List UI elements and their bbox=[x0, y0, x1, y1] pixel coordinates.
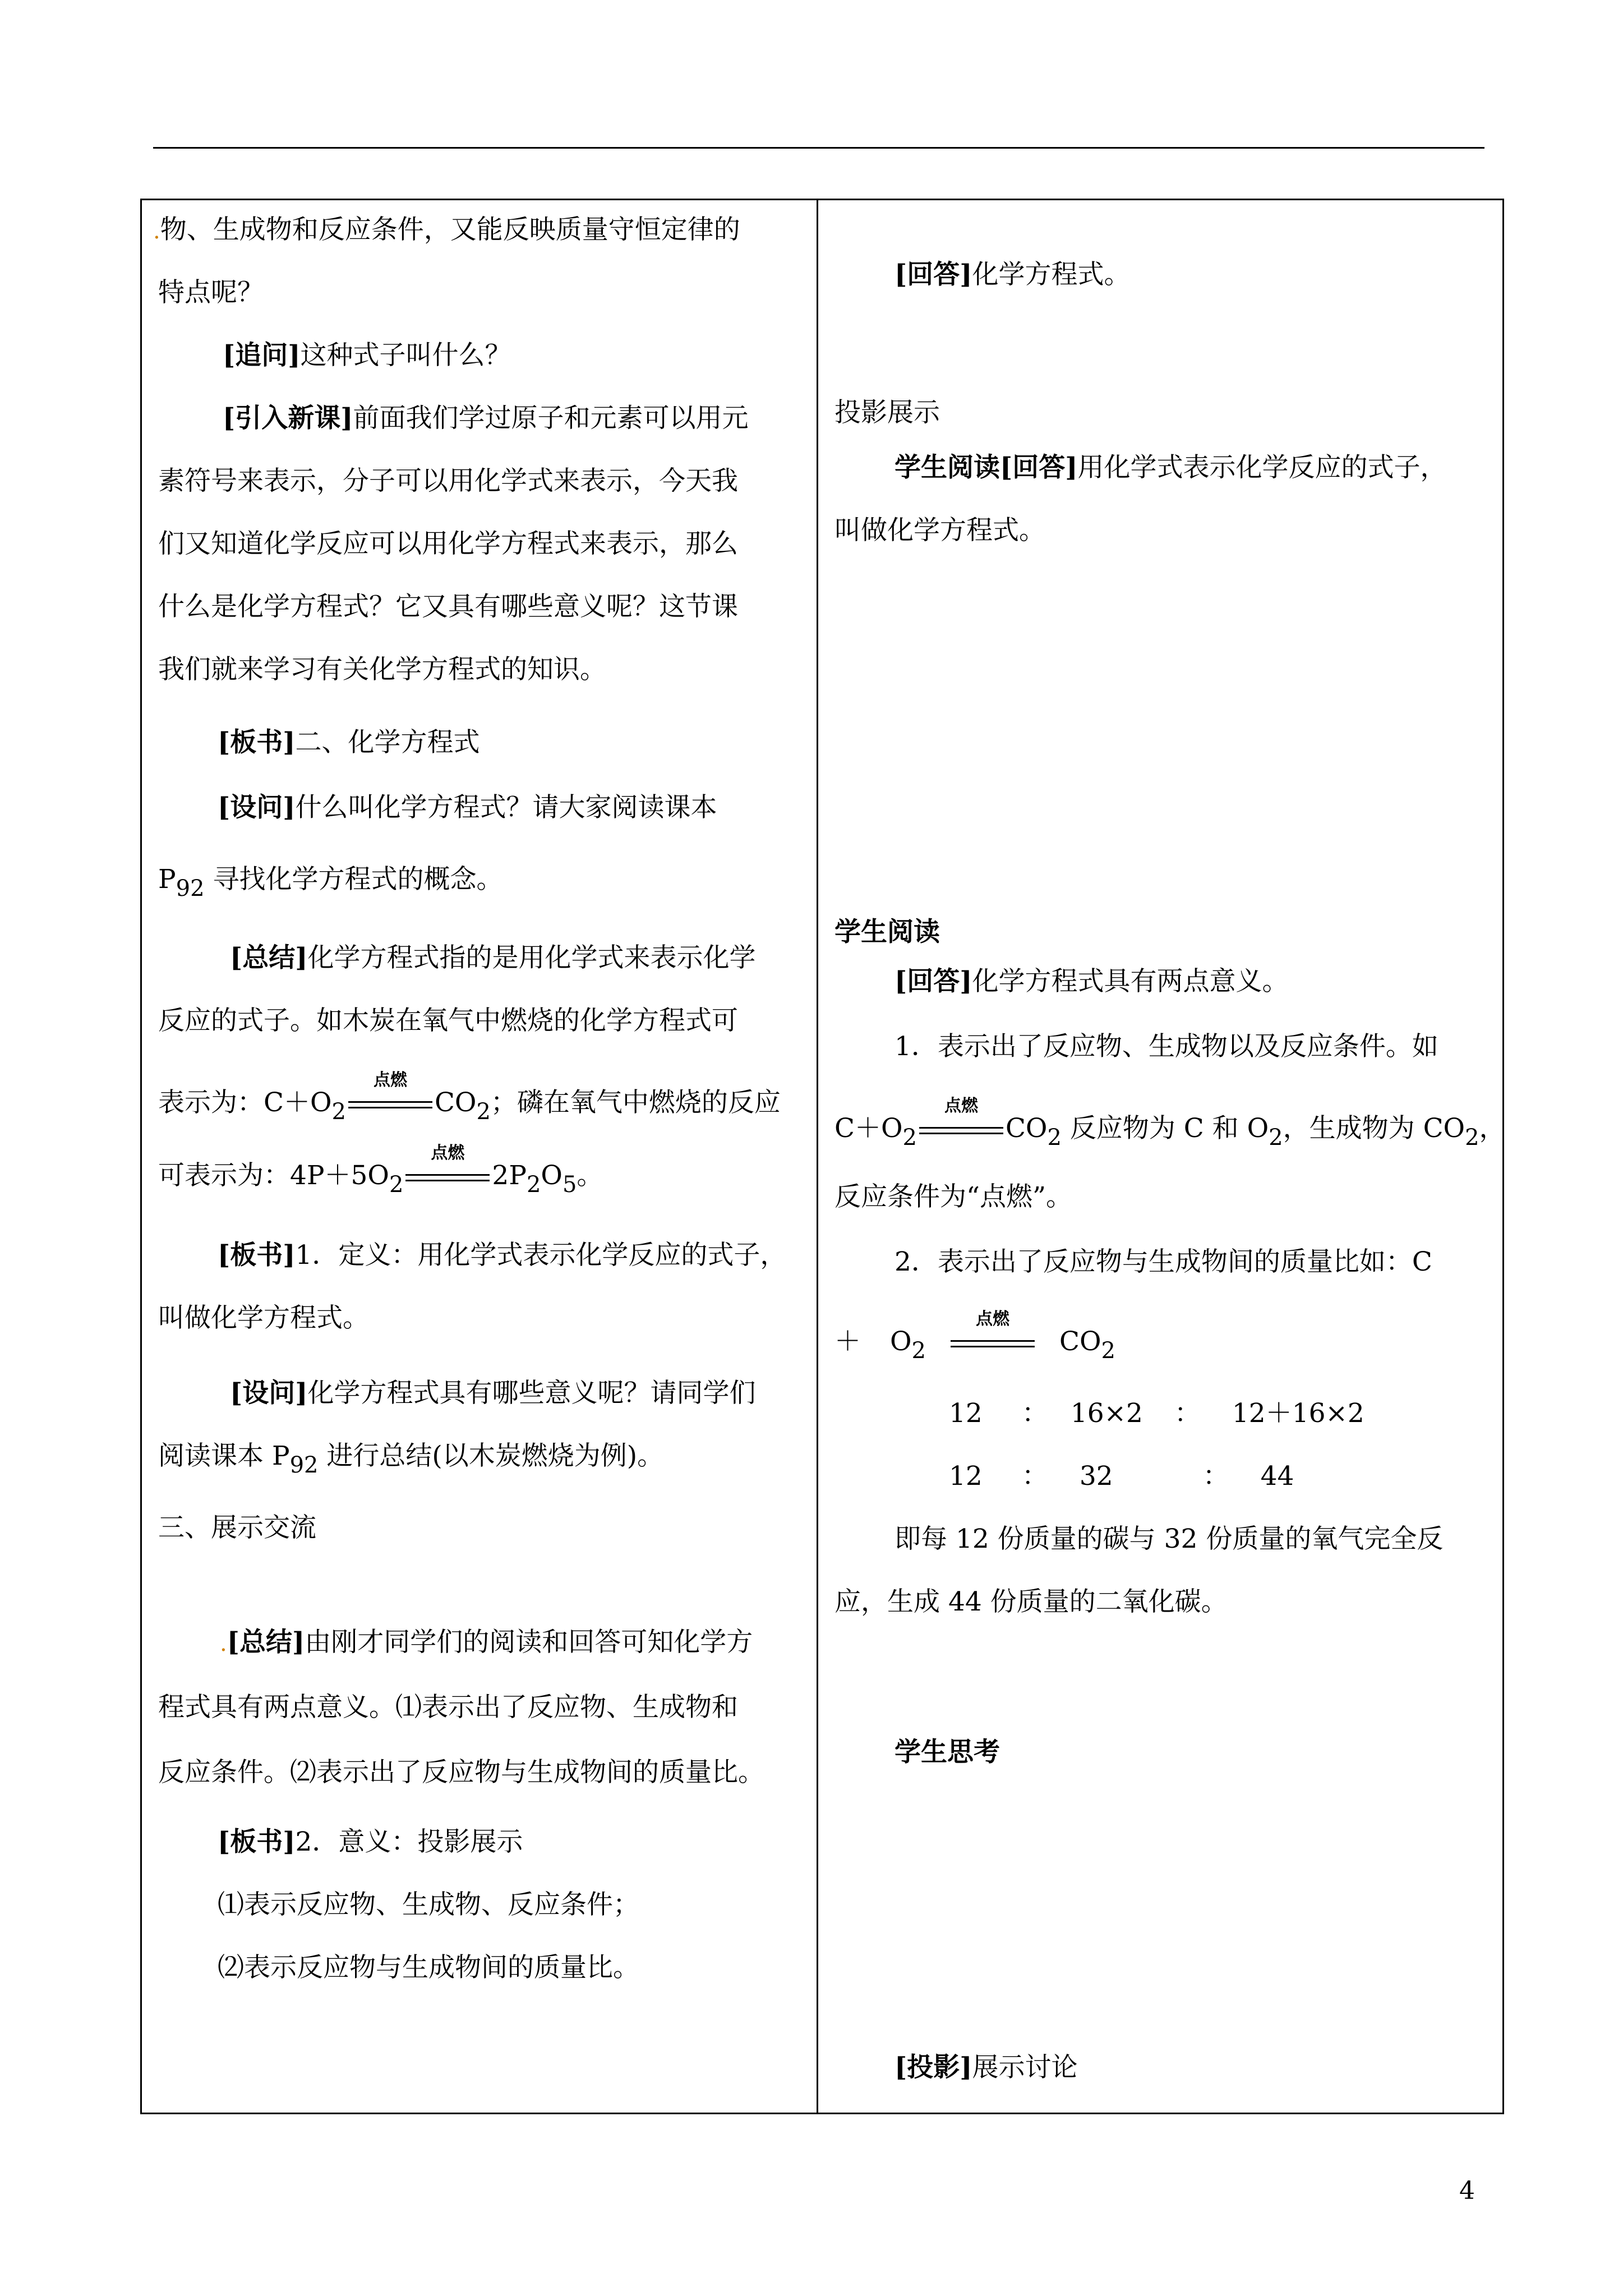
intro-line-4: 什么是化学方程式？它又具有哪些意义呢？这节课 bbox=[158, 591, 738, 622]
read-answer-line-1: 学生阅读[回答]用化学式表示化学反应的式子， bbox=[895, 452, 1447, 483]
ask-line-2: P92 寻找化学方程式的概念。 bbox=[158, 864, 503, 901]
mass-ratio-row-1: 12 ： 16×2 ： 12＋16×2 bbox=[949, 1398, 1364, 1429]
reaction-condition: 点燃 bbox=[348, 1087, 432, 1119]
summary2-line-3: 反应条件。⑵表示出了反应物与生成物间的质量比。 bbox=[158, 1757, 764, 1788]
board-heading: [板书]二、化学方程式 bbox=[218, 727, 480, 758]
intro-line-1: [引入新课]前面我们学过原子和元素可以用元 bbox=[223, 403, 749, 434]
reaction-condition: 点燃 bbox=[951, 1326, 1035, 1358]
reaction-condition: 点燃 bbox=[919, 1113, 1003, 1144]
meaning-2-line-1: 2．表示出了反应物与生成物间的质量比如：C bbox=[895, 1246, 1432, 1277]
board2-line-1: [板书]1．定义：用化学式表示化学反应的式子， bbox=[218, 1240, 787, 1271]
board2-line-2: 叫做化学方程式。 bbox=[158, 1303, 369, 1333]
student-thinking-label: 学生思考 bbox=[895, 1737, 1000, 1768]
meaning-2-equation: ＋ O2 点燃 CO2 bbox=[834, 1309, 1115, 1364]
read-answer-line-2: 叫做化学方程式。 bbox=[834, 515, 1045, 546]
conclusion-line-2: 应，生成 44 份质量的二氧化碳。 bbox=[834, 1586, 1228, 1617]
summary-line-2: 反应的式子。如木炭在氧气中燃烧的化学方程式可 bbox=[158, 1005, 738, 1036]
column-divider bbox=[817, 199, 818, 2114]
meaning-1-line-3: 反应条件为“点燃”。 bbox=[834, 1181, 1073, 1212]
board3-line-3: ⑵表示反应物与生成物间的质量比。 bbox=[218, 1952, 639, 1983]
summary-line-3: 表示为：C＋O2 点燃 CO2；磷在氧气中燃烧的反应 bbox=[158, 1070, 781, 1125]
conclusion-line-1: 即每 12 份质量的碳与 32 份质量的氧气完全反 bbox=[895, 1524, 1444, 1554]
answer-2: [回答]化学方程式具有两点意义。 bbox=[895, 966, 1289, 997]
left-line-1: .物、生成物和反应条件，又能反映质量守恒定律的 bbox=[153, 214, 740, 245]
summary2-line-2: 程式具有两点意义。⑴表示出了反应物、生成物和 bbox=[158, 1692, 738, 1723]
reaction-condition: 点燃 bbox=[405, 1160, 490, 1191]
left-line-2: 特点呢？ bbox=[158, 277, 264, 308]
summary-line-4: 可表示为：4P＋5O2 点燃 2P2O5。 bbox=[158, 1143, 603, 1198]
summary2-line-1: .[总结]由刚才同学们的阅读和回答可知化学方 bbox=[220, 1627, 753, 1658]
board3-line-1: [板书]2．意义：投影展示 bbox=[218, 1826, 523, 1857]
ask2-line-2: 阅读课本 P92 进行总结(以木炭燃烧为例)。 bbox=[158, 1441, 664, 1478]
intro-line-3: 们又知道化学反应可以用化学方程式来表示，那么 bbox=[158, 528, 738, 559]
ask2-line-1: [设问]化学方程式具有哪些意义呢？请同学们 bbox=[230, 1378, 756, 1409]
section-3-heading: 三、展示交流 bbox=[158, 1512, 316, 1543]
header-rule bbox=[153, 147, 1484, 149]
student-reading-label: 学生阅读 bbox=[834, 917, 940, 947]
anchor-mark-icon: . bbox=[153, 218, 160, 244]
meaning-1-line-2: C＋O2 点燃 CO2 反应物为 C 和 O2，生成物为 CO2， bbox=[834, 1096, 1506, 1151]
intro-line-5: 我们就来学习有关化学方程式的知识。 bbox=[158, 654, 606, 685]
meaning-1-line-1: 1．表示出了反应物、生成物以及反应条件。如 bbox=[895, 1031, 1438, 1062]
board3-line-2: ⑴表示反应物、生成物、反应条件； bbox=[218, 1889, 639, 1920]
page-number: 4 bbox=[1459, 2177, 1475, 2205]
mass-ratio-row-2: 12 ： 32 ： 44 bbox=[949, 1461, 1294, 1492]
projection-label: 投影展示 bbox=[834, 397, 940, 428]
anchor-mark-icon: . bbox=[220, 1631, 227, 1657]
ask-line-1: [设问]什么叫化学方程式？请大家阅读课本 bbox=[218, 792, 717, 823]
projection-discussion: [投影]展示讨论 bbox=[895, 2052, 1078, 2083]
intro-line-2: 素符号来表示，分子可以用化学式来表示，今天我 bbox=[158, 466, 738, 496]
answer-1: [回答]化学方程式。 bbox=[895, 259, 1131, 290]
summary-line-1: [总结]化学方程式指的是用化学式来表示化学 bbox=[230, 942, 756, 973]
followup-question: [追问]这种式子叫什么？ bbox=[223, 340, 511, 371]
